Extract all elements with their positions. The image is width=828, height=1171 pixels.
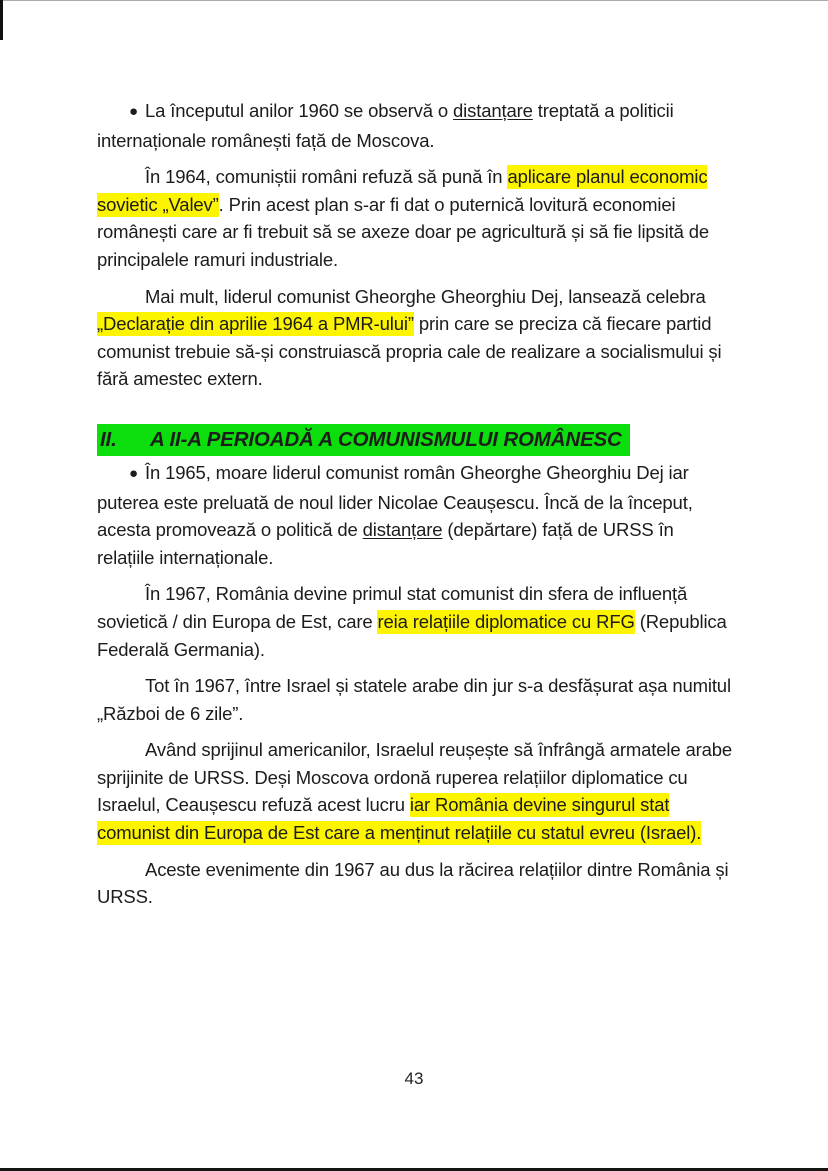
highlighted-text: reia relațiile diplomatice cu RFG — [377, 610, 635, 632]
paragraph — [97, 580, 735, 663]
highlighted-text: „Declarație din aprilie 1964 a PMR-ului” — [97, 313, 414, 335]
scan-corner-artifact — [0, 0, 3, 40]
bullet-icon: ● — [129, 464, 139, 482]
paragraph — [97, 459, 735, 571]
text-run: În 1965, moare liderul comunist român Gheorghe Gheorghiu Dej iar puterea este preluată de noul lider Nicolae Ceaușescu. Încă de la început, acesta promovează o politică de — [97, 461, 693, 541]
text-run: Având sprijinul americanilor, Israelul reușește să înfrângă armatele arabe sprijinite de URSS. Deși Moscova ordonă ruperea relațiilor diplomatice cu Israelul, Ceaușescu refuză acest lucru — [97, 739, 733, 816]
text-run: prin care se preciza că fiecare partid comunist trebuie să-și construiască propria cale de realizare a socialismului și fără amestec extern. — [97, 313, 722, 390]
underlined-text: distanțare — [362, 519, 443, 541]
paragraph — [97, 163, 735, 273]
bullet-icon: ● — [129, 103, 139, 120]
section-number: II. — [100, 427, 117, 451]
text-run: treptată a politicii internaționale românești față de Moscova. — [97, 100, 674, 151]
text-run: (depărtare) față de URSS în relațiile internaționale. — [97, 519, 674, 568]
scan-edge-top — [0, 0, 828, 1]
document-body — [97, 97, 735, 920]
text-run: (Republica Federală Germania). — [97, 610, 727, 660]
text-run: La începutul anilor 1960 se observă o — [145, 100, 454, 121]
paragraph — [97, 283, 735, 393]
page-number: 43 — [404, 1069, 424, 1088]
text-run: . Prin acest plan s-ar fi dat o puternică lovitură economiei românești care ar fi trebuit să se axeze doar pe agricultură și să fie lipsită de principalele ramuri industriale. — [97, 193, 710, 270]
text-run: În 1967, România devine primul stat comunist din sfera de influență sovietică / din Europa de Est, care — [97, 583, 688, 632]
underlined-text: distanțare — [453, 100, 533, 121]
text-run: Tot în 1967, între Israel și statele arabe din jur s-a desfășurat așa numitul „Război de 6 zile”. — [97, 675, 731, 724]
highlighted-text: iar România devine singurul stat comunist din Europa de Est care a menținut relațiile cu statul evreu (Israel). — [97, 794, 702, 844]
section-title: A II-A PERIOADĂ A COMUNISMULUI ROMÂNESC — [150, 427, 622, 451]
section-heading-highlight — [97, 424, 630, 456]
section-heading — [97, 424, 735, 456]
highlighted-text: aplicare planul economic sovietic „Valev” — [97, 166, 708, 215]
paragraph — [97, 97, 735, 154]
text-run: Mai mult, liderul comunist Gheorghe Gheorghiu Dej, lansează celebra — [145, 285, 706, 307]
paragraph — [97, 736, 735, 846]
paragraph — [97, 856, 735, 911]
text-run: În 1964, comuniștii români refuză să pună în — [145, 166, 508, 188]
text-run: Aceste evenimente din 1967 au dus la răcirea relațiilor dintre România și URSS. — [97, 858, 729, 908]
paragraph — [97, 672, 735, 727]
